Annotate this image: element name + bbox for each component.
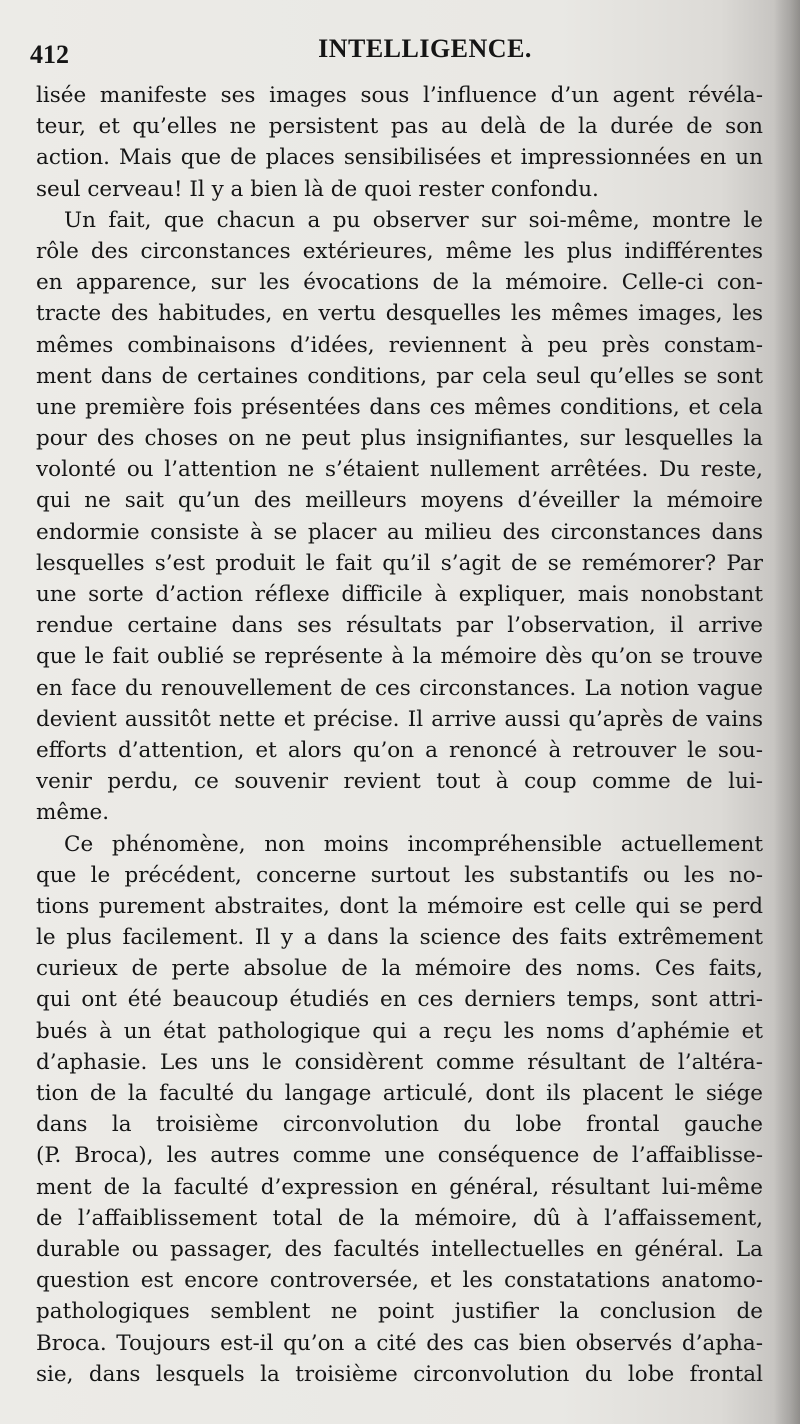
text-line: le plus facilement. Il y a dans la science des faits extrêmement [36, 925, 763, 951]
text-line: venir perdu, ce souvenir revient tout à coup comme de lui- [36, 769, 763, 795]
text-line: en apparence, sur les évocations de la mémoire. Celle-ci con- [36, 270, 763, 296]
text-line: curieux de perte absolue de la mémoire des noms. Ces faits, [36, 956, 763, 982]
text-line: que le fait oublié se représente à la mémoire dès qu’on se trouve [36, 644, 763, 670]
text-line: une sorte d’action réflexe difficile à expliquer, mais nonobstant [36, 582, 763, 607]
text-line: pour des choses on ne peut plus insignifiantes, sur lesquelles la [36, 426, 763, 452]
text-line: (P. Broca), les autres comme une conséquence de l’affaiblisse- [36, 1143, 763, 1169]
body-text [36, 80, 763, 1390]
text-line: que le précédent, concerne surtout les substantifs ou les no- [36, 862, 763, 888]
text-line: Broca. Toujours est-il qu’on a cité des cas bien observés d’apha- [36, 1330, 763, 1356]
text-line: lesquelles s’est produit le fait qu’il s’agit de se remémorer? Par [36, 550, 763, 576]
text-line: d’aphasie. Les uns le considèrent comme résultant de l’altéra- [36, 1049, 763, 1075]
text-line: endormie consiste à se placer au milieu des circonstances dans [36, 519, 763, 545]
page-binding-shadow [774, 0, 800, 1424]
text-line: lisée manifeste ses images sous l’influence d’un agent révéla- [36, 83, 763, 108]
text-line: dans la troisième circonvolution du lobe frontal gauche [36, 1112, 763, 1138]
text-line: rendue certaine dans ses résultats par l’observation, il arrive [36, 613, 763, 639]
text-line: pathologiques semblent ne point justifier la conclusion de [36, 1299, 763, 1325]
text-line: ment dans de certaines conditions, par cela seul qu’elles se sont [36, 363, 763, 389]
text-line: en face du renouvellement de ces circonstances. La notion vague [36, 675, 763, 701]
text-line: teur, et qu’elles ne persistent pas au delà de la durée de son [36, 114, 763, 140]
text-line: efforts d’attention, et alors qu’on a renoncé à retrouver le sou- [36, 737, 763, 763]
paragraph-start-line: Ce phénomène, non moins incompréhensible actuellement [64, 831, 763, 857]
text-line: mêmes combinaisons d’idées, reviennent à peu près constam- [36, 332, 763, 358]
text-line: volonté ou l’attention ne s’étaient nullement arrêtées. Du reste, [36, 457, 763, 483]
text-line: seul cerveau! Il y a bien là de quoi rester confondu. [36, 176, 599, 202]
text-line: question est encore controversée, et les constatations anatomo- [36, 1268, 763, 1294]
text-line: qui ont été beaucoup étudiés en ces derniers temps, sont attri- [36, 987, 763, 1013]
text-line: bués à un état pathologique qui a reçu les noms d’aphémie et [36, 1018, 763, 1044]
text-line: durable ou passager, des facultés intellectuelles en général. La [36, 1236, 763, 1262]
text-line: action. Mais que de places sensibilisées et impressionnées en un [36, 145, 763, 171]
text-line: devient aussitôt nette et précise. Il arrive aussi qu’après de vains [36, 706, 763, 732]
text-line: tracte des habitudes, en vertu desquelles les mêmes images, les [36, 301, 763, 327]
text-line: de l’affaiblissement total de la mémoire, dû à l’affaissement, [36, 1205, 763, 1231]
text-line: une première fois présentées dans ces mêmes conditions, et cela [36, 394, 763, 420]
text-line: même. [36, 800, 110, 826]
text-line: sie, dans lesquels la troisième circonvolution du lobe frontal [36, 1361, 763, 1387]
page-number: 412 [30, 40, 69, 69]
page-header [30, 28, 760, 68]
running-head: INTELLIGENCE. [318, 34, 532, 63]
text-line: rôle des circonstances extérieures, même les plus indifférentes [36, 238, 763, 264]
paragraph-start-line: Un fait, que chacun a pu observer sur soi-même, montre le [64, 207, 763, 233]
text-line: ment de la faculté d’expression en général, résultant lui-même [36, 1174, 763, 1200]
text-line: tions purement abstraites, dont la mémoire est celle qui se perd [36, 893, 763, 919]
text-line: tion de la faculté du langage articulé, dont ils placent le siége [36, 1081, 763, 1106]
text-line: qui ne sait qu’un des meilleurs moyens d’éveiller la mémoire [36, 488, 763, 514]
